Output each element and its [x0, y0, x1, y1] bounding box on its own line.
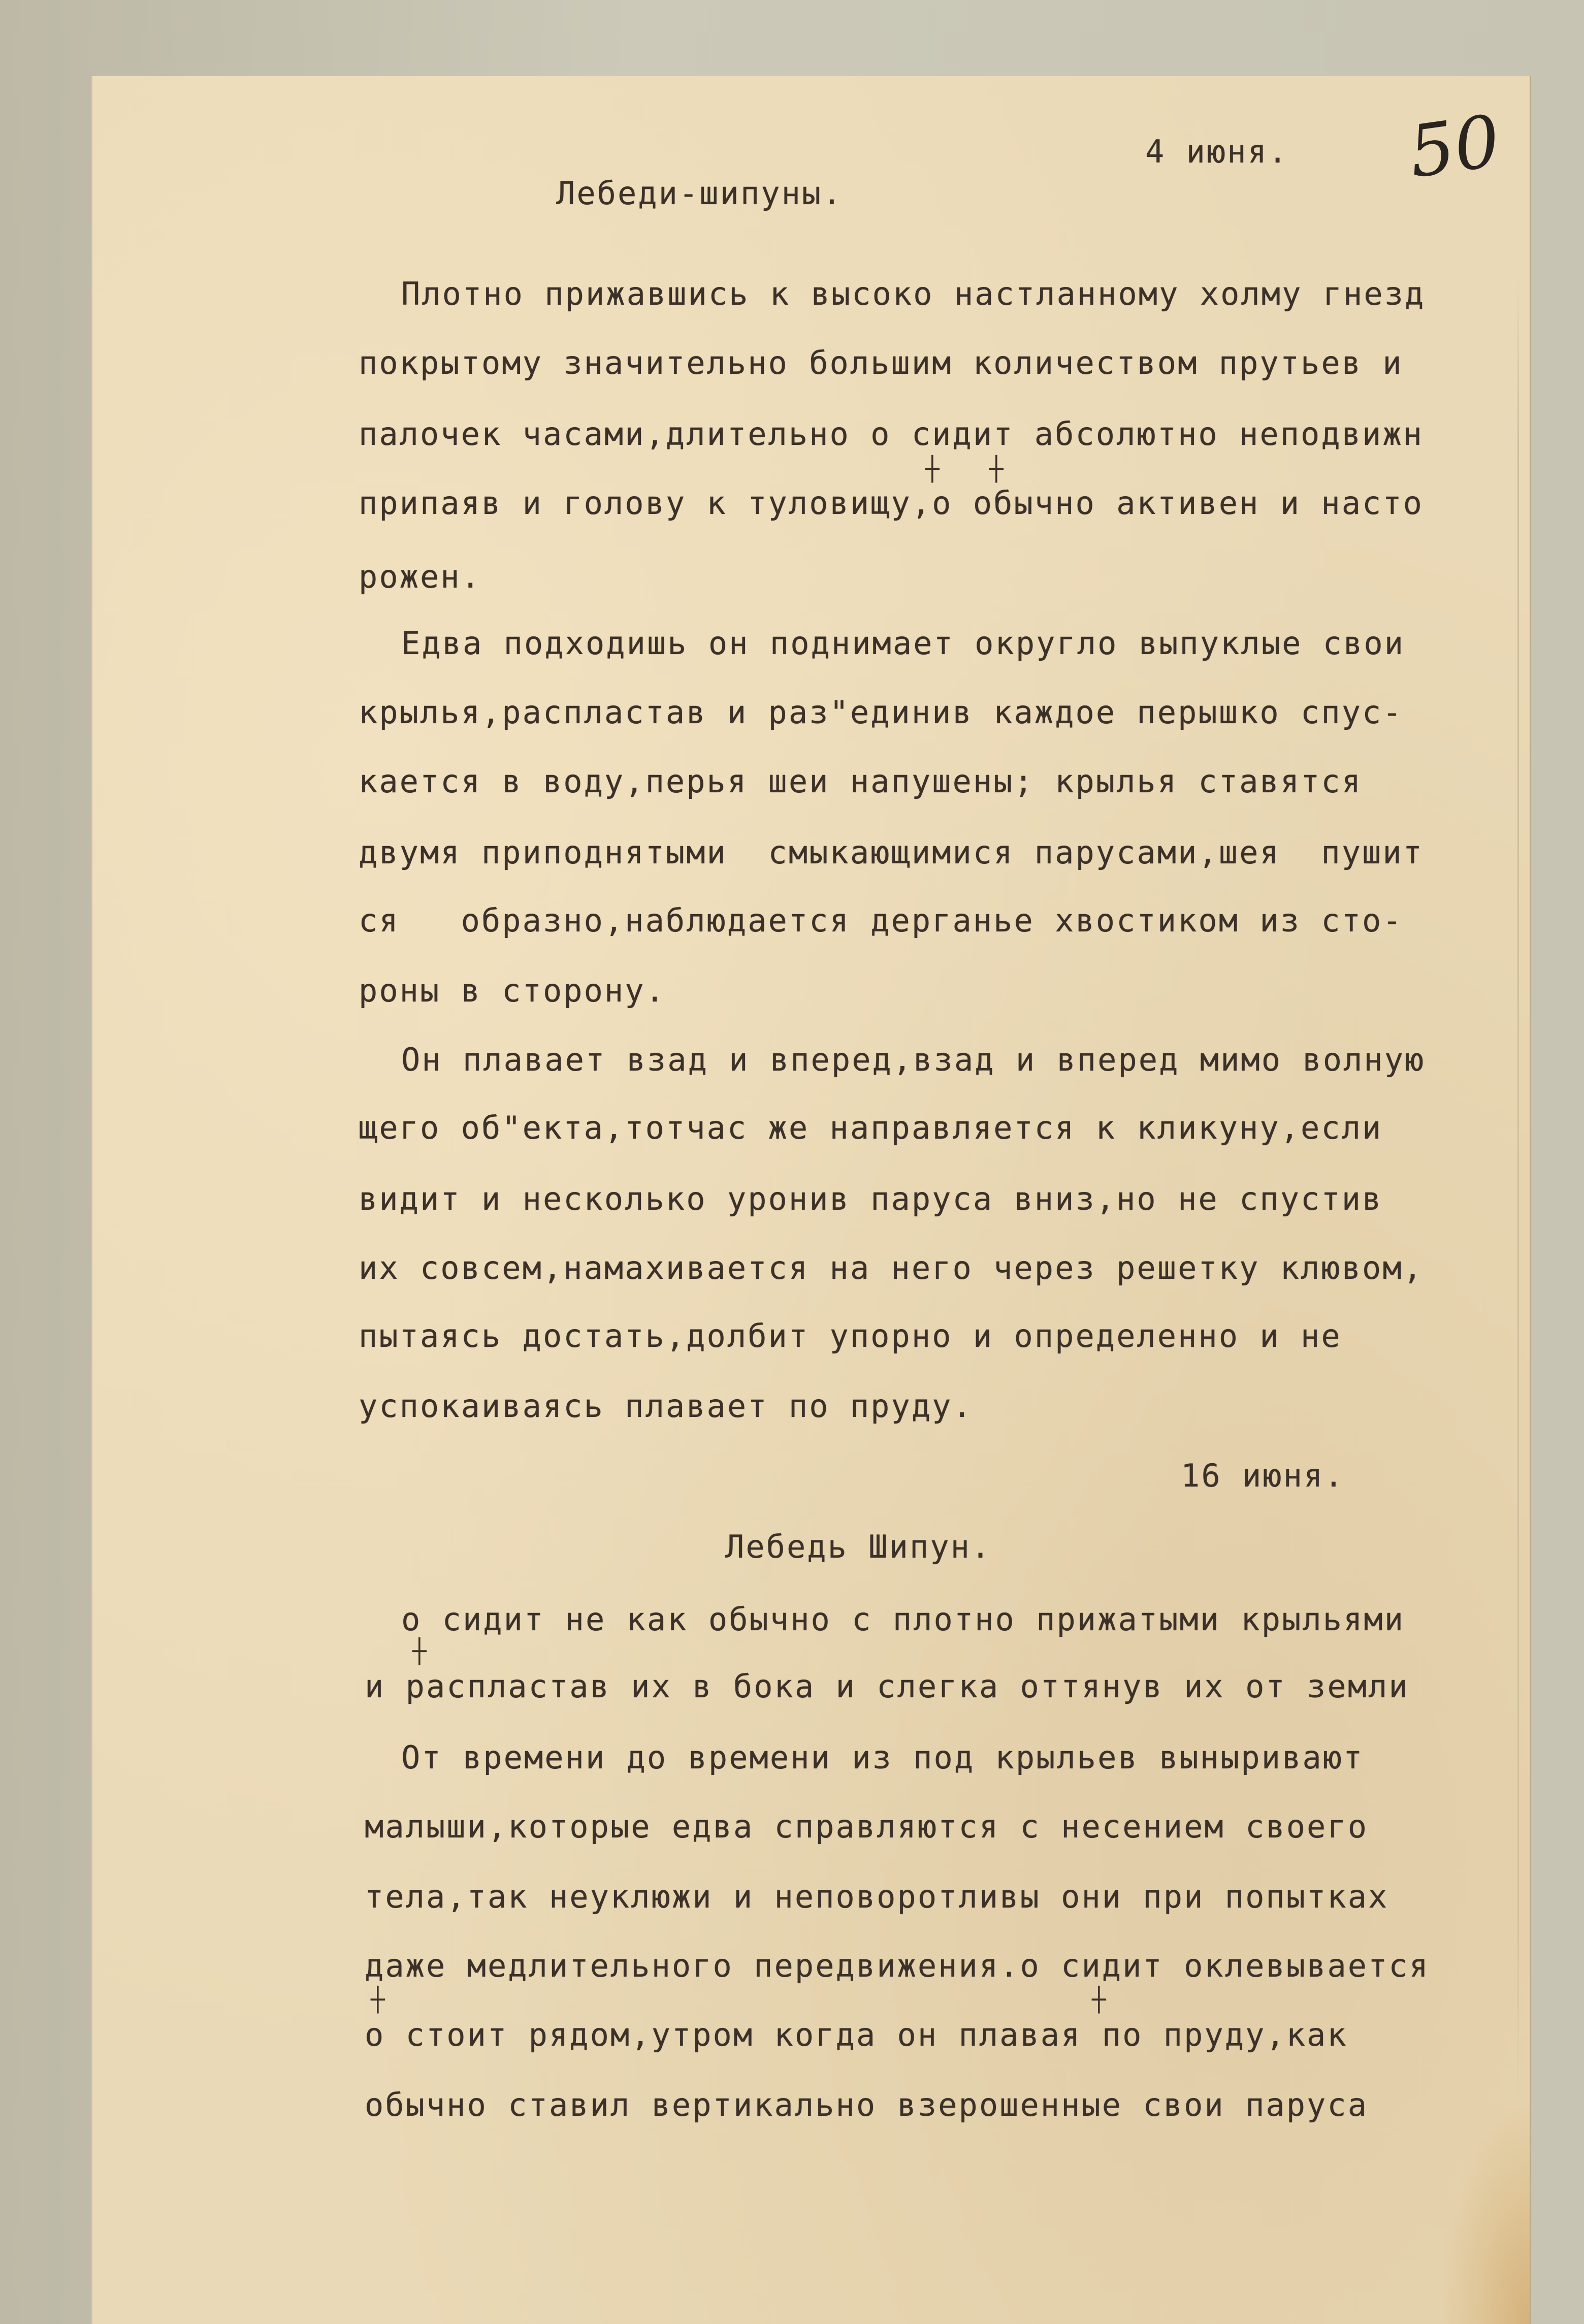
page-fold-line	[1517, 274, 1519, 2103]
female-symbol-mark: ┼	[925, 455, 940, 482]
section1-line: рожен.	[359, 558, 481, 595]
section1-line: успокаиваясь плавает по пруду.	[359, 1387, 973, 1425]
male-symbol-mark: ┼	[371, 1986, 385, 2013]
section2-line: и распластав их в бока и слегка оттянув их от земли	[365, 1668, 1409, 1705]
section2-line: о стоит рядом,утром когда он плавая по пруду,как	[365, 2016, 1348, 2053]
female-symbol-mark: ┼	[1092, 1986, 1106, 2013]
section1-line: Он плавает взад и вперед,взад и вперед мимо волную	[401, 1041, 1426, 1078]
section1-line: видит и несколько уронив паруса вниз,но не спустив	[359, 1180, 1383, 1217]
section1-line: Едва подходишь он поднимает округло выпуклые свои	[401, 625, 1405, 662]
section2-line: малыши,которые едва справляются с несением своего	[365, 1808, 1369, 1845]
section1-line: кается в воду,перья шеи напушены; крылья ставятся	[359, 763, 1363, 800]
section2-line: тела,так неуклюжи и неповоротливы они при попытках	[365, 1878, 1389, 1915]
section1-line: Плотно прижавшись к высоко настланному холму гнезд	[401, 275, 1426, 312]
section1-line: крылья,распластав и раз"единив каждое перышко спус-	[359, 694, 1403, 731]
section1-line: припаяв и голову к туловищу,о обычно активен и насто	[359, 485, 1424, 522]
section2-line: От времени до времени из под крыльев выныривают	[401, 1739, 1364, 1776]
water-stain	[1443, 2106, 1530, 2324]
male-symbol-mark: ┼	[989, 455, 1004, 482]
section1-line: палочек часами,длительно о сидит абсолютно неподвижн	[359, 415, 1424, 453]
section1-line: ся образно,наблюдается дерганье хвостиком из сто-	[359, 902, 1403, 939]
section1-date: 4 июня.	[1145, 133, 1289, 170]
section1-title: Лебеди-шипуны.	[556, 175, 843, 212]
female-symbol-mark: ┼	[412, 1637, 427, 1665]
section1-line: роны в сторону.	[359, 972, 666, 1009]
section2-line: о сидит не как обычно с плотно прижатыми крыльями	[401, 1601, 1405, 1638]
section2-line: обычно ставил вертикально взерошенные свои паруса	[365, 2086, 1369, 2123]
section1-line: пытаясь достать,долбит упорно и определенно и не	[359, 1317, 1342, 1354]
section2-line: даже медлительного передвижения.о сидит оклевывается	[365, 1947, 1430, 1984]
section2-title: Лебедь Шипун.	[725, 1528, 992, 1565]
section1-line: двумя приподнятыми смыкающимися парусами,шея пушит	[359, 834, 1424, 871]
section1-line: щего об"екта,тотчас же направляется к кликуну,если	[359, 1109, 1383, 1146]
section1-line: покрытому значительно большим количеством прутьев и	[359, 344, 1403, 381]
section1-line: их совсем,намахивается на него через решетку клювом,	[359, 1249, 1424, 1286]
section2-date: 16 июня.	[1181, 1457, 1345, 1494]
page-number: 50	[1404, 100, 1505, 195]
